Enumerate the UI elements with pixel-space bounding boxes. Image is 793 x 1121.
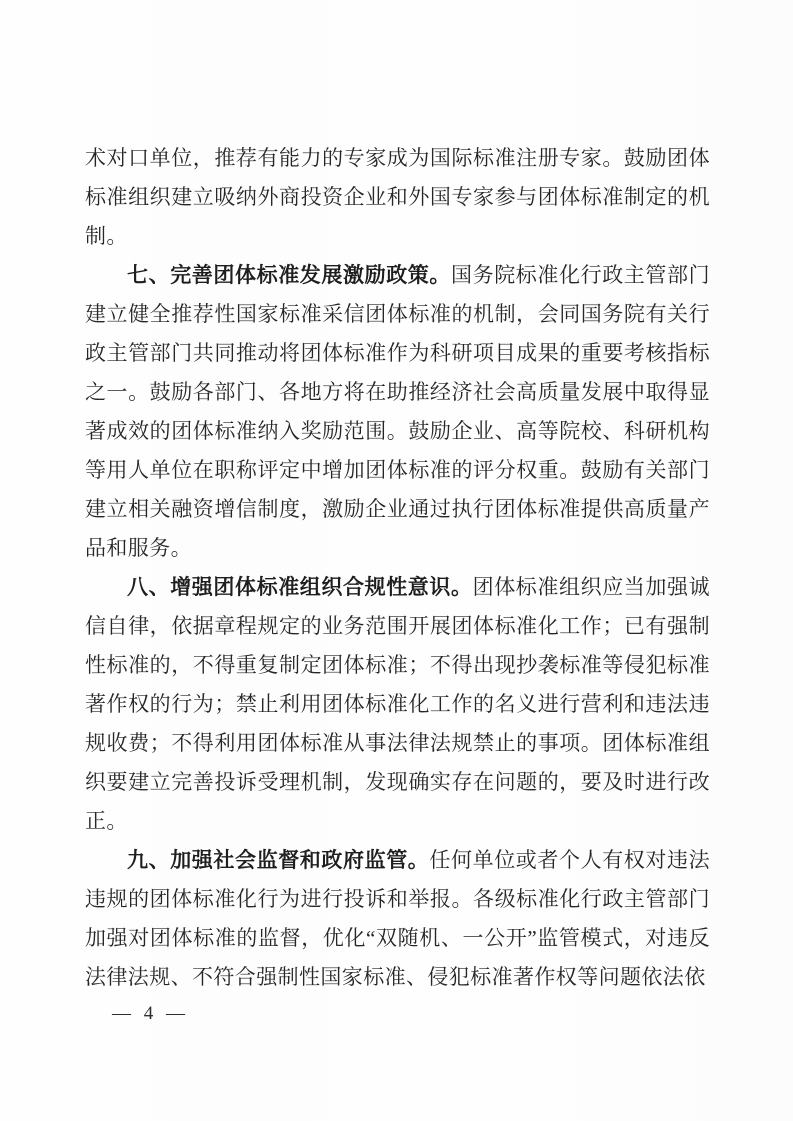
paragraph xyxy=(85,139,710,256)
document-body xyxy=(85,139,710,997)
page-number: — 4 — xyxy=(112,1003,189,1024)
paragraph xyxy=(85,256,710,568)
paragraph-text: 术对口单位，推荐有能力的专家成为国际标准注册专家。鼓励团体标准组织建立吸纳外商投资企业和外国专家参与团体标准制定的机制。 xyxy=(85,146,710,248)
paragraph-text: 团体标准组织应当加强诚信自律，依据章程规定的业务范围开展团体标准化工作；已有强制性标准的，不得重复制定团体标准；不得出现抄袭标准等侵犯标准著作权的行为；禁止利用团体标准化工作的名义进行营利和违法违规收费；不得利用团体标准从事法律法规禁止的事项。团体标准组织要建立完善投诉受理机制，发现确实存在问题的，要及时进行改正。 xyxy=(85,575,710,833)
paragraph xyxy=(85,841,710,997)
paragraph-text: 任何单位或者个人有权对违法违规的团体标准化行为进行投诉和举报。各级标准化行政主管部门加强对团体标准的监督，优化“双随机、一公开”监管模式，对违反法律法规、不符合强制性国家标准、侵犯标准著作权等问题依法依 xyxy=(85,848,710,989)
section-heading-seven: 七、完善团体标准发展激励政策。 xyxy=(127,263,451,287)
section-heading-eight: 八、增强团体标准组织合规性意识。 xyxy=(127,575,473,599)
section-heading-nine: 九、加强社会监督和政府监管。 xyxy=(127,848,430,872)
paragraph-text: 国务院标准化行政主管部门建立健全推荐性国家标准采信团体标准的机制，会同国务院有关行政主管部门共同推动将团体标准作为科研项目成果的重要考核指标之一。鼓励各部门、各地方将在助推经济社会高质量发展中取得显著成效的团体标准纳入奖励范围。鼓励企业、高等院校、科研机构等用人单位在职称评定中增加团体标准的评分权重。鼓励有关部门建立相关融资增信制度，激励企业通过执行团体标准提供高质量产品和服务。 xyxy=(85,263,710,560)
paragraph xyxy=(85,568,710,841)
